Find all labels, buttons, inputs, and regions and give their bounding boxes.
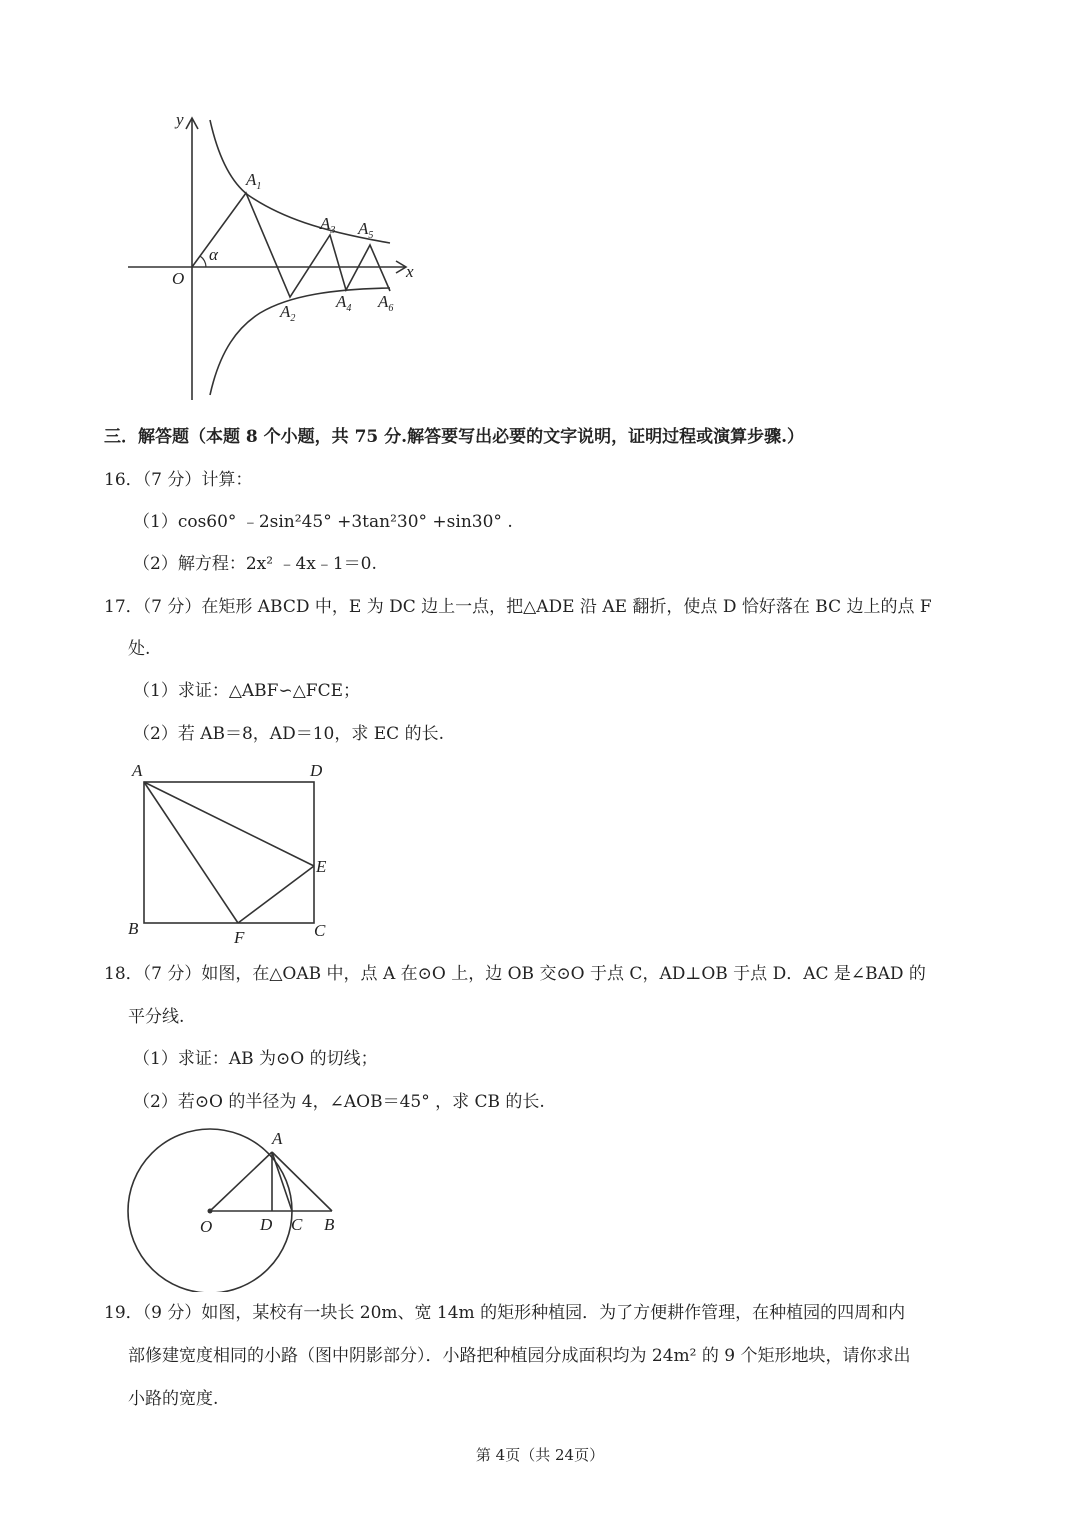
label-A5: $A_5$ xyxy=(358,219,374,241)
q16-part2: （2）解方程：2x² ﹣4x﹣1＝0. xyxy=(133,554,377,574)
label-A2: $A_2$ xyxy=(280,302,296,324)
q17-part2: （2）若 AB＝8，AD＝10，求 EC 的长. xyxy=(133,724,444,744)
page-footer: 第 4页（共 24页） xyxy=(475,1446,605,1464)
circle-figure xyxy=(120,1122,360,1292)
zigzag-segments xyxy=(192,193,390,297)
q18-part1: （1）求证：AB 为⊙O 的切线； xyxy=(133,1049,378,1069)
label-x: x xyxy=(406,262,414,281)
rectangle-abcd xyxy=(144,782,314,923)
label-D: D xyxy=(260,1215,273,1234)
q19-line2: 部修建宽度相同的小路（图中阴影部分）．小路把种植园分成面积均为 24m² 的 9 个矩形地块，请你求出 xyxy=(128,1346,911,1366)
q17-part1: （1）求证：△ABF∽△FCE； xyxy=(133,681,360,701)
hyperbola-figure xyxy=(120,105,420,405)
label-origin: O xyxy=(172,269,185,288)
q16-stem: 16．（7 分）计算： xyxy=(104,470,253,490)
q17-stem-line1: 17．（7 分）在矩形 ABCD 中，E 为 DC 边上一点，把△ADE 沿 AE 翻折，使点 D 恰好落在 BC 边上的点 F xyxy=(104,597,932,617)
label-A: A xyxy=(132,761,143,780)
label-A4: $A_4$ xyxy=(336,292,352,314)
segment-fe xyxy=(238,866,314,923)
q19-line1: 19．（9 分）如图，某校有一块长 20m、宽 14m 的矩形种植园．为了方便耕作管理，在种植园的四周和内 xyxy=(104,1303,906,1323)
segment-ae xyxy=(144,782,314,866)
label-y: y xyxy=(176,110,184,129)
label-C: C xyxy=(291,1215,303,1234)
segment-oa xyxy=(210,1152,272,1211)
label-alpha: α xyxy=(209,245,218,264)
label-F: F xyxy=(234,928,245,947)
q16-part1: （1）cos60° ﹣2sin²45° +3tan²30° +sin30° . xyxy=(133,512,513,532)
q19-line3: 小路的宽度. xyxy=(128,1389,219,1409)
label-O: O xyxy=(200,1217,213,1236)
hyperbola-lower-branch xyxy=(210,288,390,395)
q18-part2: （2）若⊙O 的半径为 4，∠AOB＝45° ，求 CB 的长. xyxy=(133,1092,545,1112)
label-E: E xyxy=(316,857,327,876)
label-A1: $A_1$ xyxy=(246,170,262,192)
q18-stem-line2: 平分线. xyxy=(128,1007,185,1027)
segment-af xyxy=(144,782,238,923)
label-D: D xyxy=(310,761,323,780)
label-B: B xyxy=(324,1215,335,1234)
label-A3: $A_3$ xyxy=(320,214,336,236)
section-heading: 三．解答题（本题 8 个小题，共 75 分.解答要写出必要的文字说明，证明过程或演算步骤.） xyxy=(104,427,804,447)
q17-stem-line2: 处. xyxy=(128,639,151,659)
rectangle-figure xyxy=(120,758,340,948)
label-C: C xyxy=(314,921,326,940)
q18-stem-line1: 18．（7 分）如图，在△OAB 中，点 A 在⊙O 上，边 OB 交⊙O 于点 C，AD⊥OB 于点 D．AC 是∠BAD 的 xyxy=(104,964,926,984)
label-A6: $A_6$ xyxy=(378,292,394,314)
label-A: A xyxy=(272,1129,283,1148)
segment-ab xyxy=(272,1152,332,1211)
label-B: B xyxy=(128,919,139,938)
angle-arc xyxy=(200,256,206,267)
